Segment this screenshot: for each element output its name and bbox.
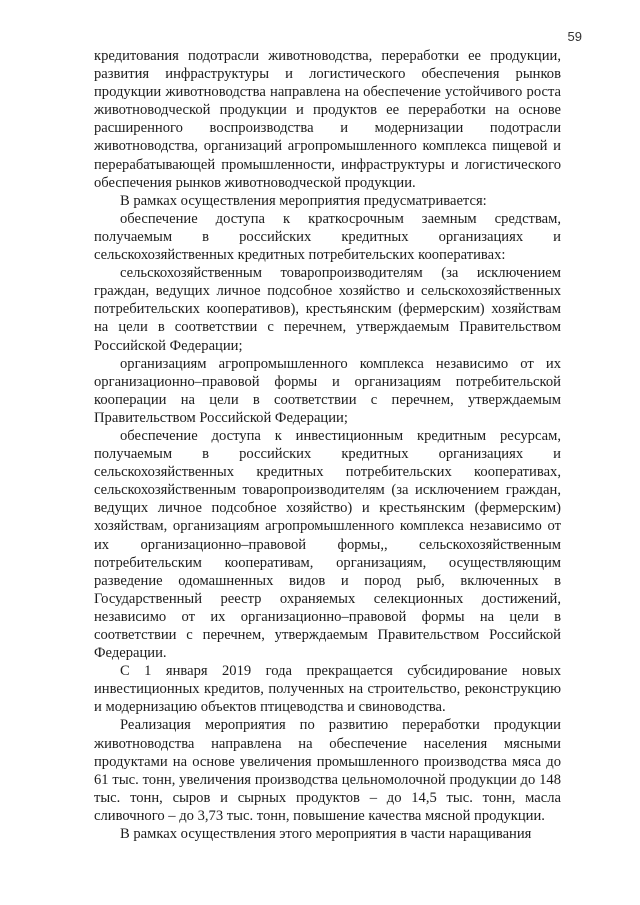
paragraph: Реализация мероприятия по развитию переработки продукции животноводства направлена на обеспечение населения мясными продуктами на основе увеличения промышленного производства мяса до 61 тыс. тонн, увеличения производства цельномолочной продукции до 148 тыс. тонн, сыров и сырных продуктов – до 14,5 тыс. тонн, масла сливочного – до 3,73 тыс. тонн, повышение качества мясной продукции. (94, 717, 561, 824)
document-body (94, 47, 561, 843)
paragraph: В рамках осуществления этого мероприятия в части наращивания (120, 826, 532, 843)
paragraph: кредитования подотрасли животноводства, переработки ее продукции, развития инфраструктуры и логистического обеспечения рынков продукции животноводства направлена на обеспечение устойчивого роста животноводческой продукции и продуктов ее переработки на основе расширенного воспроизводства и модернизации подотрасли животноводства, организаций агропромышленного комплекса пищевой и перерабатывающей промышленности, инфраструктуры и логистического обеспечения рынков животноводческой продукции. (94, 48, 561, 191)
paragraph: обеспечение доступа к краткосрочным заемным средствам, получаемым в российских кредитных организациях и сельскохозяйственных кредитных потребительских кооперативах: (94, 210, 561, 264)
paragraph: С 1 января 2019 года прекращается субсидирование новых инвестиционных кредитов, полученных на строительство, реконструкцию и модернизацию объектов птицеводства и свиноводства. (94, 663, 561, 716)
paragraph: сельскохозяйственным товаропроизводителям (за исключением граждан, ведущих личное подсобное хозяйство и сельскохозяйственных потребительских кооперативов), крестьянским (фермерским) хозяйствам на цели в соответствии с перечнем, утверждаемым Правительством Российской Федерации; (94, 265, 561, 354)
paragraph: обеспечение доступа к инвестиционным кредитным ресурсам, получаемым в российских кредитных организациях и сельскохозяйственных кредитных потребительских кооперативах, сельскохозяйственным товаропроизводителям (за исключением граждан, ведущих личное подсобное хозяйство) и крестьянским (фермерским) хозяйствам, организациям агропромышленного комплекса независимо от их организационно–правовой формы,, сельскохозяйственным потребительским кооперативам, организациям, осуществляющим разведение одомашненных видов и пород рыб, включенных в Государственный реестр охраняемых селекционных достижений, независимо от их организационно–правовой формы на цели в соответствии с перечнем, утверждаемым Правительством Российской Федерации. (94, 427, 561, 662)
paragraph: В рамках осуществления мероприятия предусматривается: (120, 192, 487, 209)
page-number: 59 (567, 29, 582, 44)
paragraph: организациям агропромышленного комплекса независимо от их организационно–правовой формы и организациям потребительской кооперации на цели в соответствии с перечнем, утверждаемым Правительством Российской Федерации; (94, 355, 561, 426)
